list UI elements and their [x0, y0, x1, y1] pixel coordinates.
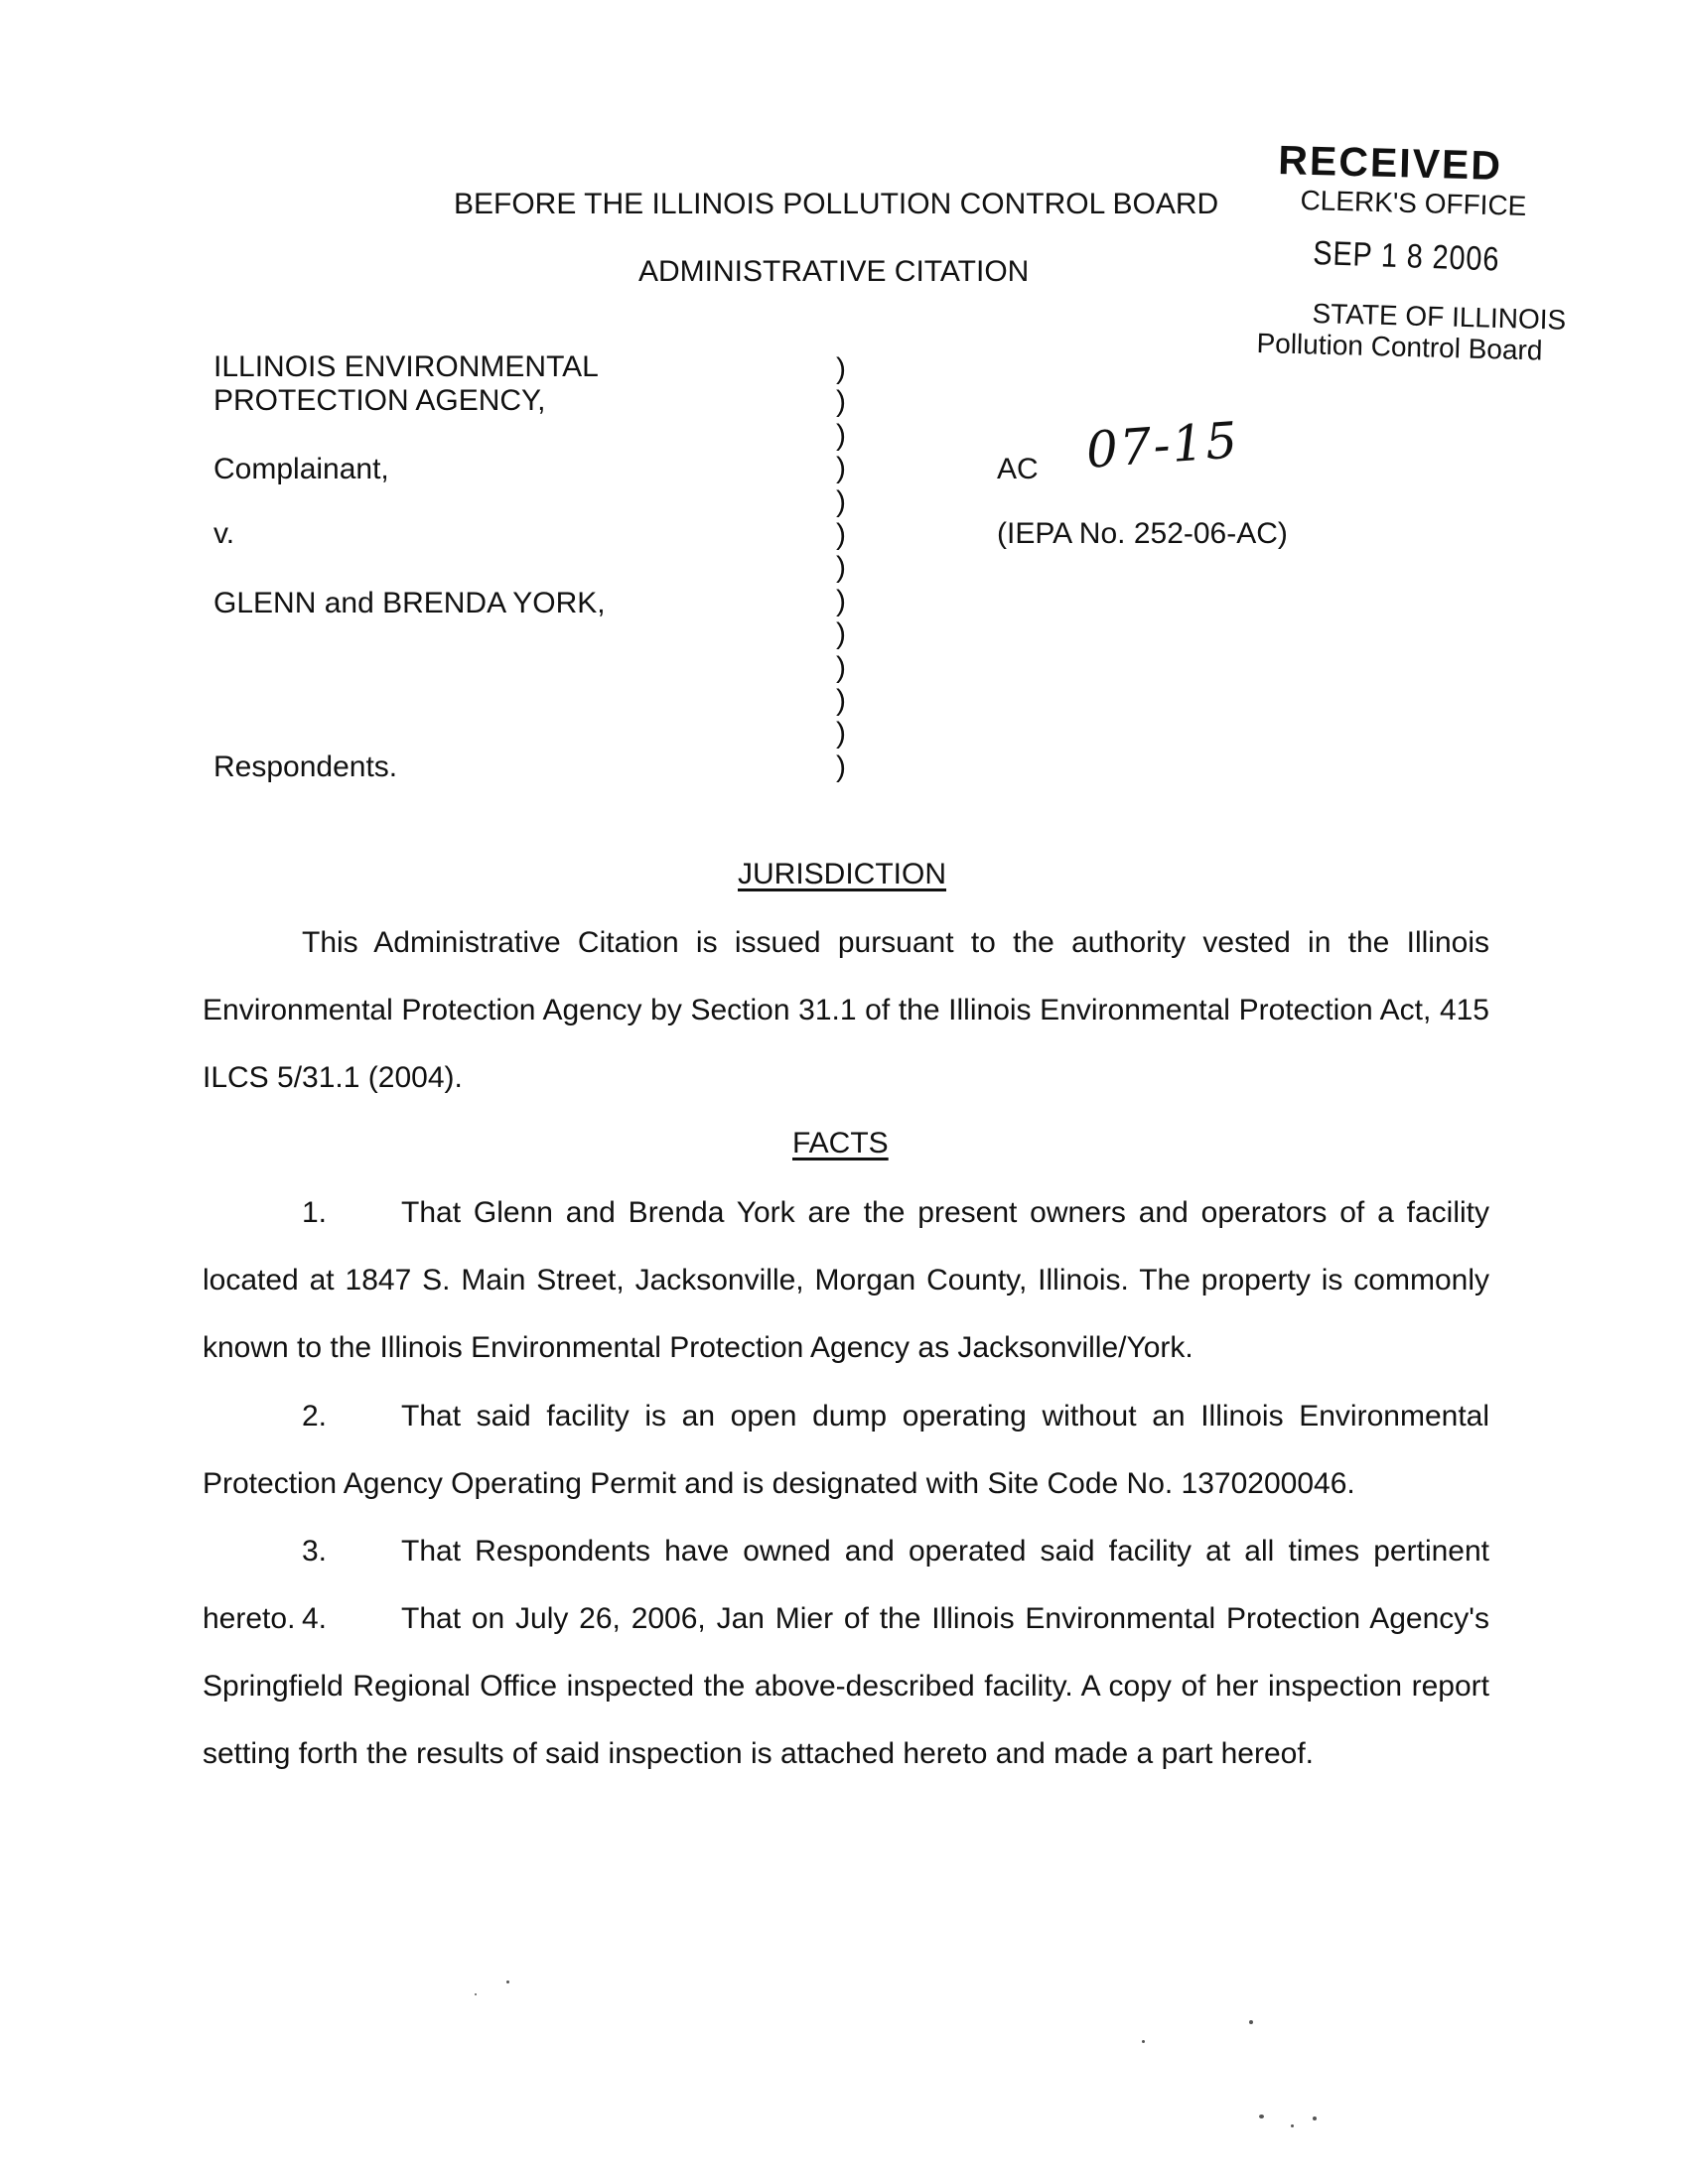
iepa-number: (IEPA No. 252-06-AC)	[997, 517, 1288, 550]
jurisdiction-text: This Administrative Citation is issued pursuant to the authority vested in the Illinois Environmental Protection Agency by Section 31.1 of the Illinois Environmental Protection Act, 415 ILCS 5/31.1 (2004).	[203, 926, 1489, 1094]
stamp-date: SEP 1 8 2006	[1312, 234, 1500, 279]
facts-heading: FACTS	[792, 1127, 889, 1160]
respondent-label: Respondents.	[213, 751, 398, 783]
document-title: BEFORE THE ILLINOIS POLLUTION CONTROL BOARD	[454, 188, 1219, 220]
fact-number: 3.	[302, 1535, 328, 1568]
fact-text: That Respondents have owned and operated said facility at all times pertinent hereto.	[203, 1535, 1489, 1635]
paren: )	[836, 617, 846, 651]
stamp-board: Pollution Control Board	[1256, 328, 1543, 366]
stamp-state: STATE OF ILLINOIS	[1312, 298, 1567, 336]
paren: )	[836, 650, 846, 684]
paren: )	[836, 452, 846, 485]
scan-speck	[1291, 2124, 1294, 2127]
paren: )	[836, 518, 846, 552]
case-prefix: AC	[997, 453, 1039, 485]
paren: )	[836, 551, 846, 585]
scan-speck	[1142, 2040, 1145, 2043]
complainant-name-line1: ILLINOIS ENVIRONMENTAL	[213, 350, 599, 383]
paren: )	[836, 584, 846, 617]
paren: )	[836, 385, 846, 419]
paren: )	[836, 750, 846, 783]
fact-text: That said facility is an open dump operating without an Illinois Environmental Protection Agency Operating Permit and is designated with Site Code No. 1370200046.	[203, 1400, 1489, 1500]
jurisdiction-heading: JURISDICTION	[738, 858, 946, 890]
fact-number: 2.	[302, 1400, 328, 1433]
complainant-name-line2: PROTECTION AGENCY,	[213, 384, 546, 417]
fact-item	[203, 1179, 1489, 1382]
respondent-name: GLENN and BRENDA YORK,	[213, 587, 606, 619]
scan-speck	[1259, 2115, 1264, 2118]
paren: )	[836, 352, 846, 385]
fact-text: That on July 26, 2006, Jan Mier of the Illinois Environmental Protection Agency's Springfield Regional Office inspected the above-described facility. A copy of her inspection report setting forth the results of said inspection is attached hereto and made a part hereof.	[203, 1602, 1489, 1770]
document-subtitle: ADMINISTRATIVE CITATION	[638, 255, 1030, 288]
fact-number: 4.	[302, 1602, 328, 1635]
fact-text: That Glenn and Brenda York are the present owners and operators of a facility located at 1847 S. Main Street, Jacksonville, Morgan County, Illinois. The property is commonly known to the Illinois Environmental Protection Agency as Jacksonville/York.	[203, 1196, 1489, 1364]
fact-number: 1.	[302, 1196, 328, 1229]
paren: )	[836, 717, 846, 751]
versus: v.	[213, 517, 235, 550]
scan-speck	[475, 1993, 477, 1995]
paren: )	[836, 418, 846, 452]
scan-speck	[1249, 2020, 1253, 2024]
case-number-handwritten: 07-15	[1084, 411, 1241, 479]
stamp-clerks-office: CLERK'S OFFICE	[1300, 185, 1527, 221]
fact-item	[203, 1383, 1489, 1518]
stamp-received-text: RECEIVED	[1277, 137, 1503, 189]
paren: )	[836, 684, 846, 718]
caption-parens	[836, 352, 846, 783]
scan-speck	[1313, 2116, 1317, 2120]
fact-item	[203, 1585, 1489, 1788]
scan-speck	[506, 1980, 509, 1983]
jurisdiction-paragraph	[203, 909, 1489, 1112]
paren: )	[836, 484, 846, 518]
complainant-label: Complainant,	[213, 453, 389, 485]
